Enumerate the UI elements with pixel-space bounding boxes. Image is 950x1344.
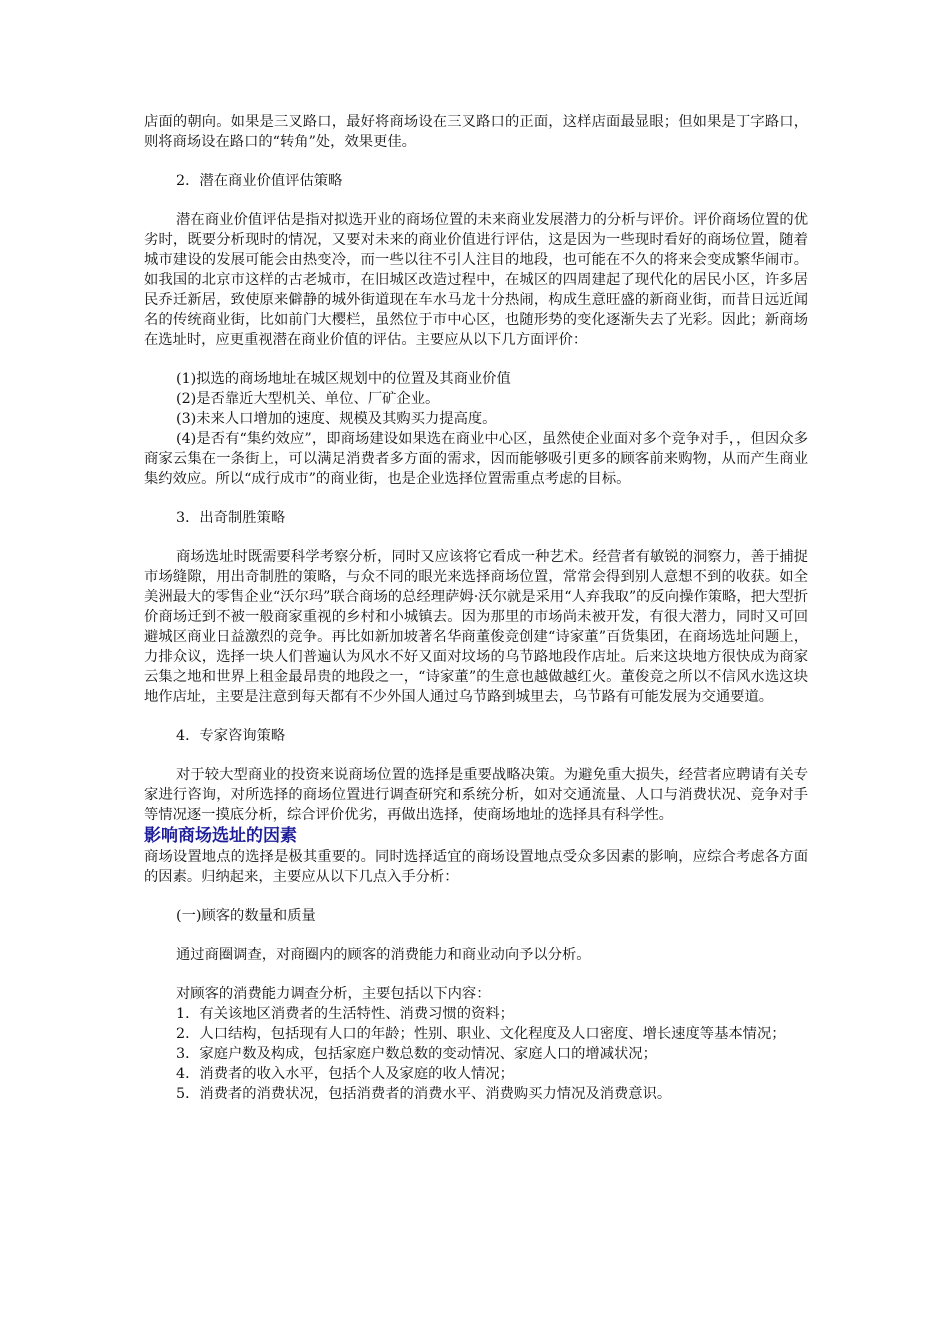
heading-surprise-strategy: 3．出奇制胜策略 [176,510,286,526]
numbered-item-2: 2．人口结构，包括现有人口的年龄；性别、职业、文化程度及人口密度、增长速度等基本情况； [176,1026,786,1042]
paragraph-consumption-survey-intro: 对顾客的消费能力调查分析，主要包括以下内容： [176,986,491,1002]
list-item-4: (4)是否有“集约效应”，即商场建设如果选在商业中心区，虽然使企业面对多个竞争对手，，但因众多商家云集在一条街上，可以满足消费者多方面的需求，因而能够吸引更多的顾客前来购物，从而产生商业集约效应。所以“成行成市”的商业街，也是企业选择位置需重点考虑的目标。 [144,431,808,487]
document-page [144,112,808,1104]
paragraph-storefront-orientation: 店面的朝向。如果是三叉路口，最好将商场设在三叉路口的正面，这样店面最显眼；但如果是丁字路口，则将商场设在路口的“转角”处，效果更佳。 [144,114,808,150]
list-item-1: (1)拟选的商场地址在城区规划中的位置及其商业价值 [176,371,511,387]
numbered-item-5: 5．消费者的消费状况，包括消费者的消费水平、消费购买力情况及消费意识。 [176,1086,672,1102]
heading-customer-quantity-quality: (一)顾客的数量和质量 [176,908,316,924]
list-item-2: (2)是否靠近大型机关、单位、厂矿企业。 [176,391,440,407]
numbered-item-3: 3．家庭户数及构成，包括家庭户数总数的变动情况、家庭人口的增减状况； [176,1046,657,1062]
heading-expert-consulting: 4．专家咨询策略 [176,728,286,744]
paragraph-expert-consulting: 对于较大型商业的投资来说商场位置的选择是重要战略决策。为避免重大损失，经营者应聘请有关专家进行咨询，对所选择的商场位置进行调查研究和系统分析，如对交通流量、人口与消费状况、竞争对手等情况逐一摸底分析，综合评价优劣，再做出选择，使商场地址的选择具有科学性。 [144,767,808,823]
numbered-item-1: 1．有关该地区消费者的生活特性、消费习惯的资料； [176,1006,514,1022]
numbered-item-4: 4．消费者的收入水平，包括个人及家庭的收人情况； [176,1066,514,1082]
paragraph-section-intro: 商场设置地点的选择是极其重要的。同时选择适宜的商场设置地点受众多因素的影响，应综合考虑各方面的因素。归纳起来，主要应从以下几点入手分析： [144,849,808,885]
paragraph-potential-value: 潜在商业价值评估是指对拟选开业的商场位置的未来商业发展潜力的分析与评价。评价商场位置的优劣时，既要分析现时的情况，又要对未来的商业价值进行评估，这是因为一些现时看好的商场位置，随着城市建设的发展可能会由热变冷，而一些以往不引人注目的地段，也可能在不久的将来会变成繁华闹市。如我国的北京市这样的古老城市，在旧城区改造过程中，在城区的四周建起了现代化的居民小区，许多居民乔迁新居，致使原来僻静的城外街道现在车水马龙十分热闹，构成生意旺盛的新商业街，而昔日远近闻名的传统商业街，比如前门大樱栏，虽然位于市中心区，也随形势的变化逐渐失去了光彩。因此；新商场在选址时，应更重视潜在商业价值的评估。主要应从以下几方面评价： [144,212,808,348]
heading-potential-value-strategy: 2．潜在商业价值评估策略 [176,173,343,189]
list-item-3: (3)未来人口增加的速度、规模及其购买力提高度。 [176,411,497,427]
section-title: 影响商场选址的因素 [144,826,297,846]
paragraph-surprise-strategy: 商场选址时既需要科学考察分析，同时又应该将它看成一种艺术。经营者有敏锐的洞察力，善于捕捉市场缝隙，用出奇制胜的策略，与众不同的眼光来选择商场位置，常常会得到别人意想不到的收获。如全美洲最大的零售企业“沃尔玛”联合商场的总经理萨姆·沃尔就是采用“人弃我取”的反向操作策略，把大型折价商场迁到不被一般商家重视的乡村和小城镇去。因为那里的市场尚未被开发，有很大潜力，同时又可回避城区商业日益激烈的竞争。再比如新加坡著名华商董俊竞创建“诗家董”百货集团，在商场选址问题上，力排众议，选择一块人们普遍认为风水不好又面对坟场的乌节路地段作店址。后来这块地方很快成为商家云集之地和世界上租金最昂贵的地段之一，“诗家董”的生意也越做越红火。董俊竞之所以不信风水选这块地作店址，主要是注意到每天都有不少外国人通过乌节路到城里去，乌节路有可能发展为交通要道。 [144,549,808,705]
paragraph-trade-area-survey: 通过商圈调查，对商圈内的顾客的消费能力和商业动向予以分析。 [176,947,591,963]
